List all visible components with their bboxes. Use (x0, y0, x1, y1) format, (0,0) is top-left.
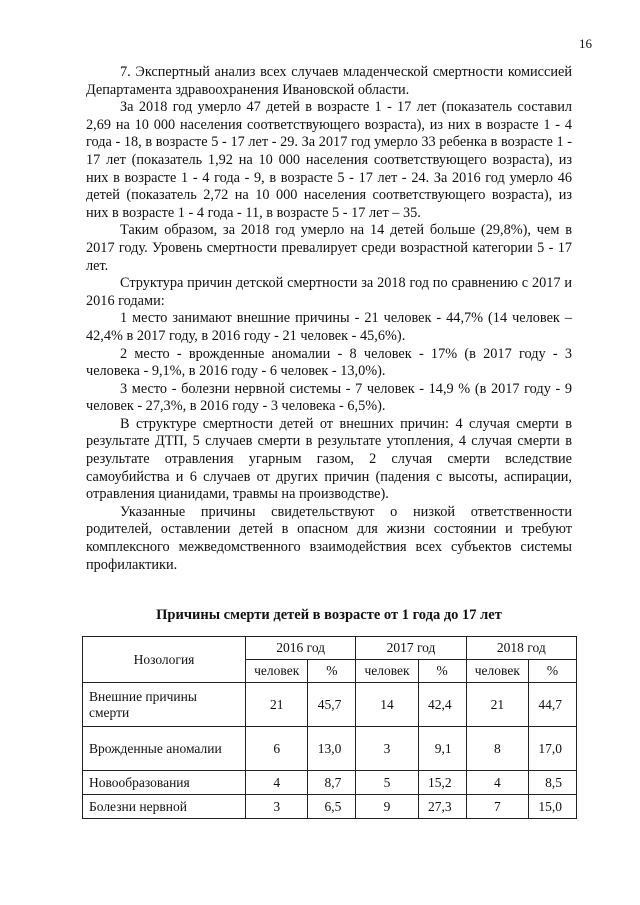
paragraph: 2 место - врожденные аномалии - 8 человек - 17% (в 2017 году - 3 человека - 9,1%, в 2016 году - 6 человек - 13,0%). (86, 345, 572, 380)
table-cell: 8 (466, 727, 528, 771)
nosology-cell: Внешние причины смерти (83, 683, 246, 727)
table-cell: 8,5 (529, 771, 577, 795)
table-cell: 4 (466, 771, 528, 795)
table-cell: 15,2 (418, 771, 466, 795)
table-cell: 7 (466, 795, 528, 819)
table-cell: 6 (246, 727, 308, 771)
table-row (83, 683, 577, 727)
table-cell: 17,0 (529, 727, 577, 771)
paragraph: 1 место занимают внешние причины - 21 человек - 44,7% (14 человек – 42,4% в 2017 году, в 2016 году - 21 человек - 45,6%). (86, 310, 572, 344)
table-cell: 5 (356, 771, 418, 795)
nosology-cell: Врожденные аномалии (83, 727, 246, 771)
table-cell: 21 (246, 683, 308, 727)
table-row (83, 771, 577, 795)
paragraph: Указанные причины свидетельствуют о низкой ответственности родителей, оставлении детей в опасном для жизни состоянии и требуют комплексного межведомственного взаимодействия всех субъектов системы профилактики. (86, 503, 572, 573)
paragraph: За 2018 год умерло 47 детей в возрасте 1 - 17 лет (показатель составил 2,69 на 10 000 населения соответствующего возраста), из них в возрасте 1 - 4 года - 18, в возрасте 5 - 17 лет - 29. За 2017 год умерло 33 ребенка в возрасте 1 - 17 лет (показатель 1,92 на 10 000 населения соответствующего возраста), из них в возрасте 1 - 4 года - 9, в возрасте 5 - 17 лет - 24. За 2016 год умерло 46 детей (показатель 2,72 на 10 000 населения соответствующего возраста), из них в возрасте 1 - 4 года - 11, в возрасте 5 - 17 лет – 35. (86, 99, 572, 221)
table-row (83, 795, 577, 819)
percent-subheader: % (308, 660, 356, 683)
table-cell: 14 (356, 683, 418, 727)
paragraph: В структуре смертности детей от внешних причин: 4 случая смерти в результате ДТП, 5 случаев смерти в результате утопления, 4 случая смерти в результате отравления угарным газом, 2 случая смерти вследствие самоубийства и 6 случаев от других причин (падения с высоты, аспирации, отравления цианидами, травмы на производстве). (86, 415, 572, 503)
table-row (83, 727, 577, 771)
percent-subheader: % (529, 660, 577, 683)
people-subheader: человек (246, 660, 308, 683)
table-title: Причины смерти детей в возрасте от 1 года до 17 лет (156, 607, 502, 623)
table-cell: 6,5 (308, 795, 356, 819)
causes-table (82, 636, 577, 819)
table-cell: 9,1 (418, 727, 466, 771)
nosology-header: Нозология (83, 637, 246, 683)
table-cell: 3 (356, 727, 418, 771)
year-header: 2018 год (466, 637, 576, 660)
paragraph: Таким образом, за 2018 год умерло на 14 детей больше (29,8%), чем в 2017 году. Уровень смертности превалирует среди возрастной категории 5 - 17 лет. (86, 222, 572, 274)
people-subheader: человек (356, 660, 418, 683)
table-cell: 9 (356, 795, 418, 819)
table-cell: 15,0 (529, 795, 577, 819)
table-cell: 27,3 (418, 795, 466, 819)
nosology-cell: Новообразования (83, 771, 246, 795)
table-cell: 8,7 (308, 771, 356, 795)
percent-subheader: % (418, 660, 466, 683)
table-cell: 44,7 (529, 683, 577, 727)
table-cell: 45,7 (308, 683, 356, 727)
table-cell: 3 (246, 795, 308, 819)
paragraph: Структура причин детской смертности за 2018 год по сравнению с 2017 и 2016 годами: (86, 275, 572, 309)
body-text (86, 64, 572, 574)
year-header: 2016 год (246, 637, 356, 660)
people-subheader: человек (466, 660, 528, 683)
nosology-cell: Болезни нервной (83, 795, 246, 819)
table-cell: 42,4 (418, 683, 466, 727)
table-cell: 21 (466, 683, 528, 727)
year-header: 2017 год (356, 637, 466, 660)
paragraph: 7. Экспертный анализ всех случаев младенческой смертности комиссией Департамента здравоохранения Ивановской области. (86, 64, 572, 98)
paragraph: 3 место - болезни нервной системы - 7 человек - 14,9 % (в 2017 году - 9 человек - 27,3%, в 2016 году - 3 человека - 6,5%). (86, 380, 572, 415)
table-cell: 13,0 (308, 727, 356, 771)
table-header-row (83, 637, 577, 660)
page-number: 16 (579, 36, 592, 51)
table-cell: 4 (246, 771, 308, 795)
